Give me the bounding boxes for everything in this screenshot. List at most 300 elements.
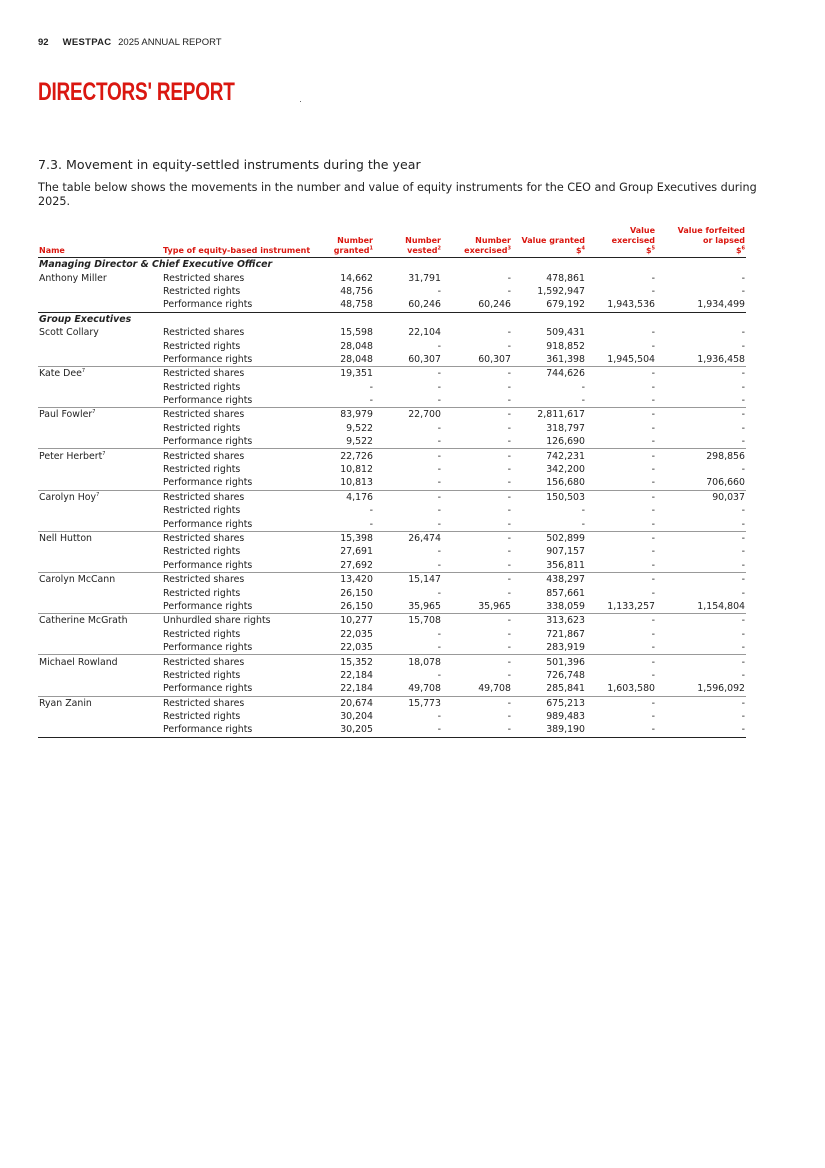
cell-vested: 18,078 bbox=[374, 655, 442, 669]
cell-exercised: - bbox=[507, 272, 511, 284]
cell-value-exercised: - bbox=[651, 464, 655, 476]
cell-exercised: - bbox=[442, 614, 512, 628]
cell-exercised: - bbox=[507, 436, 511, 448]
cell-value-granted: 502,899 bbox=[512, 531, 586, 545]
cell-exercised: - bbox=[442, 696, 512, 710]
cell-value-exercised: - bbox=[651, 669, 655, 681]
cell-name: Nell Hutton bbox=[38, 531, 162, 545]
table-row bbox=[38, 449, 746, 463]
cell-granted: 26,150 bbox=[340, 587, 373, 599]
cell-value-exercised: - bbox=[651, 559, 655, 571]
cell-granted: 28,048 bbox=[340, 340, 373, 352]
cell-name: Ryan Zanin bbox=[38, 696, 162, 710]
cell-value-exercised: - bbox=[651, 587, 655, 599]
table-row bbox=[38, 723, 746, 737]
cell-type: Performance rights bbox=[163, 683, 253, 695]
cell-value-exercised: - bbox=[651, 340, 655, 352]
cell-value-forfeited: 1,596,092 bbox=[697, 683, 745, 695]
table-row bbox=[38, 628, 746, 641]
cell-name bbox=[38, 641, 162, 655]
table-row bbox=[38, 641, 746, 655]
cell-value-exercised: 1,943,536 bbox=[607, 299, 655, 311]
cell-name: Catherine McGrath bbox=[38, 614, 162, 628]
cell-value-exercised: - bbox=[651, 642, 655, 654]
cell-value-forfeited: - bbox=[741, 518, 745, 530]
table-body bbox=[38, 258, 746, 738]
cell-value-exercised: - bbox=[651, 436, 655, 448]
cell-value-granted: - bbox=[581, 505, 585, 517]
cell-granted: 22,184 bbox=[340, 683, 373, 695]
cell-name: Carolyn McCann bbox=[38, 572, 162, 586]
cell-type: Restricted rights bbox=[163, 464, 241, 476]
cell-name bbox=[38, 669, 162, 682]
cell-type: Restricted shares bbox=[162, 655, 314, 669]
cell-type: Restricted rights bbox=[163, 669, 241, 681]
cell-name bbox=[38, 422, 162, 435]
cell-value-granted: 918,852 bbox=[546, 340, 585, 352]
table-row bbox=[38, 285, 746, 298]
cell-value-exercised: - bbox=[651, 477, 655, 489]
cell-value-granted: 126,690 bbox=[546, 436, 585, 448]
cell-granted: 22,184 bbox=[340, 669, 373, 681]
cell-granted: - bbox=[369, 505, 373, 517]
cell-value-granted: 318,797 bbox=[546, 422, 585, 434]
cell-value-forfeited: - bbox=[741, 395, 745, 407]
cell-type: Restricted rights bbox=[163, 628, 241, 640]
cell-value-exercised: - bbox=[651, 628, 655, 640]
table-row bbox=[38, 367, 746, 381]
cell-name bbox=[38, 600, 162, 614]
report-name: 2025 ANNUAL REPORT bbox=[118, 37, 222, 48]
cell-value-exercised: - bbox=[586, 614, 656, 628]
table-row bbox=[38, 572, 746, 586]
cell-value-granted: 675,213 bbox=[512, 696, 586, 710]
cell-value-exercised: - bbox=[651, 546, 655, 558]
cell-value-granted: - bbox=[581, 518, 585, 530]
cell-vested: 26,474 bbox=[374, 531, 442, 545]
cell-name bbox=[38, 545, 162, 558]
table-row bbox=[38, 710, 746, 723]
cell-value-granted: 726,748 bbox=[546, 669, 585, 681]
section-heading: 7.3. Movement in equity-settled instruments during the year bbox=[38, 157, 421, 172]
cell-vested: 60,307 bbox=[408, 353, 441, 365]
cell-vested: - bbox=[437, 477, 441, 489]
cell-value-forfeited: 1,934,499 bbox=[697, 299, 745, 311]
cell-exercised: - bbox=[507, 381, 511, 393]
cell-type: Unhurdled share rights bbox=[162, 614, 314, 628]
table-row bbox=[38, 655, 746, 669]
footnote-marker: 7 bbox=[81, 368, 86, 375]
cell-name: Anthony Miller bbox=[39, 272, 107, 284]
cell-granted: 27,691 bbox=[340, 546, 373, 558]
cell-type: Performance rights bbox=[163, 395, 253, 407]
group-label: Group Executives bbox=[38, 312, 746, 326]
cell-value-forfeited: 298,856 bbox=[656, 449, 746, 463]
cell-exercised: - bbox=[507, 395, 511, 407]
cell-type: Performance rights bbox=[163, 436, 253, 448]
cell-exercised: - bbox=[507, 518, 511, 530]
cell-value-forfeited: - bbox=[741, 642, 745, 654]
cell-value-exercised: 1,945,504 bbox=[607, 353, 655, 365]
cell-value-forfeited: - bbox=[656, 696, 746, 710]
cell-type: Restricted shares bbox=[162, 572, 314, 586]
cell-name: Scott Collary bbox=[39, 327, 99, 339]
cell-type: Restricted shares bbox=[163, 272, 245, 284]
cell-value-granted: 361,398 bbox=[546, 353, 585, 365]
col-value-granted: Value granted \$$^4$ bbox=[512, 226, 586, 258]
cell-name bbox=[38, 298, 162, 312]
table-row bbox=[38, 298, 746, 312]
cell-vested: 22,700 bbox=[374, 408, 442, 422]
cell-vested: 60,246 bbox=[408, 299, 441, 311]
cell-value-exercised: - bbox=[651, 518, 655, 530]
cell-value-granted: 721,867 bbox=[546, 628, 585, 640]
table-header-row bbox=[38, 226, 746, 258]
cell-exercised: - bbox=[507, 285, 511, 297]
cell-type: Restricted rights bbox=[163, 422, 241, 434]
cell-exercised: - bbox=[507, 340, 511, 352]
cell-value-exercised: - bbox=[651, 395, 655, 407]
cell-name bbox=[38, 586, 162, 599]
cell-name bbox=[38, 353, 162, 367]
cell-name: Michael Rowland bbox=[38, 655, 162, 669]
col-number-exercised: Number exercised$^3$ bbox=[442, 226, 512, 258]
col-value-forfeited: Value forfeited or lapsed \$$^6$ bbox=[656, 226, 746, 258]
cell-type: Restricted shares bbox=[162, 531, 314, 545]
cell-value-granted: 744,626 bbox=[512, 367, 586, 381]
cell-vested: - bbox=[437, 711, 441, 723]
cell-vested: - bbox=[437, 642, 441, 654]
cell-type: Restricted rights bbox=[163, 381, 241, 393]
cell-exercised: - bbox=[442, 490, 512, 504]
cell-value-exercised: - bbox=[586, 449, 656, 463]
table-row bbox=[38, 696, 746, 710]
cell-vested: - bbox=[437, 395, 441, 407]
col-number-granted: Number granted$^1$ bbox=[314, 226, 374, 258]
table-row bbox=[38, 353, 746, 367]
cell-vested: - bbox=[437, 505, 441, 517]
cell-type: Performance rights bbox=[163, 477, 253, 489]
cell-value-forfeited: - bbox=[741, 436, 745, 448]
cell-value-granted: 907,157 bbox=[546, 546, 585, 558]
cell-vested: - bbox=[437, 422, 441, 434]
cell-granted: 26,150 bbox=[340, 600, 373, 612]
cell-value-forfeited: - bbox=[656, 367, 746, 381]
table-row bbox=[38, 504, 746, 517]
table-row bbox=[38, 463, 746, 476]
cell-value-forfeited: - bbox=[656, 408, 746, 422]
cell-value-forfeited: - bbox=[741, 285, 745, 297]
cell-type: Restricted shares bbox=[162, 408, 314, 422]
cell-granted: 27,692 bbox=[340, 559, 373, 571]
cell-vested: - bbox=[437, 518, 441, 530]
cell-type: Performance rights bbox=[163, 642, 253, 654]
cell-type: Restricted rights bbox=[163, 546, 241, 558]
cell-value-forfeited: 1,154,804 bbox=[697, 600, 745, 612]
cell-granted: 10,277 bbox=[314, 614, 374, 628]
cell-vested: - bbox=[437, 381, 441, 393]
cell-name bbox=[38, 394, 162, 408]
cell-value-exercised: - bbox=[586, 572, 656, 586]
cell-value-exercised: - bbox=[586, 696, 656, 710]
equity-movement-table bbox=[38, 226, 746, 738]
cell-type: Restricted shares bbox=[162, 696, 314, 710]
cell-name bbox=[38, 476, 162, 490]
cell-exercised: - bbox=[507, 464, 511, 476]
col-value-exercised: Value exercised \$$^5$ bbox=[586, 226, 656, 258]
cell-type: Performance rights bbox=[163, 353, 253, 365]
cell-value-granted: 989,483 bbox=[546, 711, 585, 723]
cell-value-exercised: - bbox=[586, 490, 656, 504]
cell-value-exercised: - bbox=[586, 723, 656, 737]
cell-granted: 4,176 bbox=[314, 490, 374, 504]
col-type: Type of equity-based instrument bbox=[162, 226, 314, 258]
cell-name bbox=[38, 381, 162, 394]
cell-exercised: - bbox=[507, 505, 511, 517]
cell-value-granted: 1,592,947 bbox=[537, 285, 585, 297]
cell-value-granted: 438,297 bbox=[512, 572, 586, 586]
cell-granted: - bbox=[369, 518, 373, 530]
cell-value-granted: 478,861 bbox=[546, 272, 585, 284]
cell-value-granted: 742,231 bbox=[512, 449, 586, 463]
cell-exercised: 35,965 bbox=[478, 600, 511, 612]
cell-value-granted: 338,059 bbox=[546, 600, 585, 612]
col-number-vested: Number vested$^2$ bbox=[374, 226, 442, 258]
cell-granted: 15,352 bbox=[314, 655, 374, 669]
cell-value-forfeited: 90,037 bbox=[656, 490, 746, 504]
cell-name: Carolyn Hoy$^7$ bbox=[38, 490, 162, 504]
cell-value-granted: 679,192 bbox=[546, 299, 585, 311]
cell-exercised: - bbox=[507, 628, 511, 640]
cell-name bbox=[38, 435, 162, 449]
cell-granted: 30,205 bbox=[314, 723, 374, 737]
table-row bbox=[38, 476, 746, 490]
cell-value-forfeited: - bbox=[741, 669, 745, 681]
cell-value-granted: 2,811,617 bbox=[512, 408, 586, 422]
cell-vested: - bbox=[437, 559, 441, 571]
cell-granted: 15,598 bbox=[340, 327, 373, 339]
cell-name bbox=[38, 285, 162, 298]
cell-vested: - bbox=[437, 669, 441, 681]
cell-value-forfeited: - bbox=[741, 559, 745, 571]
cell-type: Restricted rights bbox=[163, 340, 241, 352]
cell-value-granted: - bbox=[581, 381, 585, 393]
cell-granted: 28,048 bbox=[340, 353, 373, 365]
cell-value-forfeited: - bbox=[656, 572, 746, 586]
footnote-marker: 7 bbox=[92, 409, 96, 416]
cell-exercised: 49,708 bbox=[478, 683, 511, 695]
cell-granted: 20,674 bbox=[314, 696, 374, 710]
cell-vested: - bbox=[374, 367, 442, 381]
table-row bbox=[38, 614, 746, 628]
cell-value-exercised: - bbox=[651, 381, 655, 393]
cell-value-exercised: - bbox=[651, 505, 655, 517]
cell-type: Restricted rights bbox=[163, 505, 241, 517]
cell-vested: - bbox=[374, 449, 442, 463]
cell-exercised: - bbox=[507, 669, 511, 681]
table-row bbox=[38, 559, 746, 573]
cell-type: Performance rights bbox=[163, 299, 253, 311]
cell-value-forfeited: - bbox=[741, 505, 745, 517]
group-row-ceo bbox=[38, 258, 746, 272]
cell-value-exercised: - bbox=[651, 272, 655, 284]
cell-vested: - bbox=[374, 490, 442, 504]
table-row bbox=[38, 545, 746, 558]
cell-value-forfeited: - bbox=[741, 464, 745, 476]
cell-granted: 83,979 bbox=[314, 408, 374, 422]
cell-vested: - bbox=[437, 340, 441, 352]
cell-vested: 31,791 bbox=[408, 272, 441, 284]
cell-exercised: - bbox=[442, 723, 512, 737]
cell-exercised: 60,246 bbox=[478, 299, 511, 311]
cell-type: Restricted rights bbox=[163, 285, 241, 297]
cell-exercised: - bbox=[507, 587, 511, 599]
table-row bbox=[38, 435, 746, 449]
cell-value-forfeited: - bbox=[741, 587, 745, 599]
cell-granted: 9,522 bbox=[346, 436, 373, 448]
table-row bbox=[38, 682, 746, 696]
cell-value-granted: 283,919 bbox=[546, 642, 585, 654]
cell-name bbox=[38, 559, 162, 573]
cell-vested: 35,965 bbox=[408, 600, 441, 612]
cell-granted: 19,351 bbox=[314, 367, 374, 381]
cell-value-granted: - bbox=[581, 395, 585, 407]
cell-value-granted: 356,811 bbox=[546, 559, 585, 571]
cell-name: Kate Dee$^7$ bbox=[38, 367, 162, 381]
table-row bbox=[38, 422, 746, 435]
cell-type: Restricted shares bbox=[163, 327, 245, 339]
cell-value-exercised: - bbox=[586, 655, 656, 669]
table-row bbox=[38, 326, 746, 339]
cell-type: Performance rights bbox=[163, 559, 253, 571]
cell-value-forfeited: - bbox=[741, 272, 745, 284]
cell-value-exercised: - bbox=[651, 285, 655, 297]
cell-exercised: - bbox=[442, 655, 512, 669]
cell-exercised: - bbox=[442, 572, 512, 586]
cell-name bbox=[38, 339, 162, 352]
table-row bbox=[38, 517, 746, 531]
cell-value-granted: 857,661 bbox=[546, 587, 585, 599]
intro-paragraph: The table below shows the movements in the number and value of equity instruments for the CEO and Group Executives during 2025. bbox=[38, 181, 757, 208]
cell-vested: - bbox=[437, 628, 441, 640]
page-number: 92 bbox=[38, 37, 49, 48]
table-row bbox=[38, 339, 746, 352]
cell-granted: 22,035 bbox=[340, 628, 373, 640]
cell-vested: 49,708 bbox=[408, 683, 441, 695]
cell-name bbox=[38, 517, 162, 531]
cell-exercised: - bbox=[507, 546, 511, 558]
cell-value-granted: 389,190 bbox=[512, 723, 586, 737]
cell-value-exercised: - bbox=[586, 531, 656, 545]
table-row bbox=[38, 381, 746, 394]
cell-value-granted: 509,431 bbox=[546, 327, 585, 339]
cell-exercised: - bbox=[507, 711, 511, 723]
cell-value-forfeited: - bbox=[741, 327, 745, 339]
table-row bbox=[38, 490, 746, 504]
cell-name bbox=[38, 463, 162, 476]
cell-value-exercised: 1,603,580 bbox=[607, 683, 655, 695]
cell-type: Restricted shares bbox=[162, 367, 314, 381]
cell-exercised: - bbox=[507, 422, 511, 434]
table-row bbox=[38, 394, 746, 408]
cell-exercised: - bbox=[507, 327, 511, 339]
cell-value-forfeited: 1,936,458 bbox=[697, 353, 745, 365]
stray-dot bbox=[300, 101, 301, 102]
cell-granted: - bbox=[369, 381, 373, 393]
cell-vested: 15,147 bbox=[374, 572, 442, 586]
cell-name bbox=[38, 504, 162, 517]
cell-name bbox=[38, 710, 162, 723]
cell-type: Restricted rights bbox=[163, 711, 241, 723]
cell-value-granted: 313,623 bbox=[512, 614, 586, 628]
cell-value-exercised: - bbox=[651, 327, 655, 339]
cell-value-granted: 150,503 bbox=[512, 490, 586, 504]
table-row bbox=[38, 669, 746, 682]
cell-exercised: - bbox=[442, 367, 512, 381]
cell-exercised: - bbox=[507, 559, 511, 571]
cell-value-exercised: 1,133,257 bbox=[607, 600, 655, 612]
cell-vested: 15,708 bbox=[374, 614, 442, 628]
cell-value-forfeited: - bbox=[741, 381, 745, 393]
cell-granted: 14,662 bbox=[340, 272, 373, 284]
cell-type: Performance rights bbox=[163, 600, 253, 612]
cell-exercised: - bbox=[442, 449, 512, 463]
cell-granted: 15,398 bbox=[314, 531, 374, 545]
cell-vested: - bbox=[437, 546, 441, 558]
cell-granted: 22,035 bbox=[340, 642, 373, 654]
cell-type: Restricted shares bbox=[162, 449, 314, 463]
cell-granted: 30,204 bbox=[340, 711, 373, 723]
cell-value-forfeited: - bbox=[656, 655, 746, 669]
cell-granted: 48,756 bbox=[340, 285, 373, 297]
table-row bbox=[38, 531, 746, 545]
cell-vested: - bbox=[437, 587, 441, 599]
cell-value-forfeited: - bbox=[741, 711, 745, 723]
table-row bbox=[38, 408, 746, 422]
cell-granted: 9,522 bbox=[346, 422, 373, 434]
cell-type: Performance rights bbox=[162, 723, 314, 737]
cell-value-forfeited: - bbox=[656, 723, 746, 737]
cell-vested: - bbox=[437, 285, 441, 297]
cell-granted: 22,726 bbox=[314, 449, 374, 463]
cell-value-granted: 501,396 bbox=[512, 655, 586, 669]
cell-granted: 10,812 bbox=[340, 464, 373, 476]
report-title: DIRECTORS' REPORT bbox=[38, 78, 235, 106]
cell-value-granted: 342,200 bbox=[546, 464, 585, 476]
cell-vested: - bbox=[437, 464, 441, 476]
cell-value-forfeited: - bbox=[741, 422, 745, 434]
cell-exercised: - bbox=[507, 477, 511, 489]
cell-exercised: 60,307 bbox=[478, 353, 511, 365]
table-row bbox=[38, 271, 746, 284]
cell-value-granted: 285,841 bbox=[546, 683, 585, 695]
cell-granted: 48,758 bbox=[340, 299, 373, 311]
cell-value-forfeited: - bbox=[656, 531, 746, 545]
table-row bbox=[38, 600, 746, 614]
group-row-executives bbox=[38, 312, 746, 326]
cell-value-forfeited: - bbox=[741, 628, 745, 640]
cell-value-forfeited: - bbox=[741, 546, 745, 558]
running-header bbox=[38, 37, 222, 48]
col-name: Name bbox=[38, 226, 162, 258]
cell-granted: - bbox=[369, 395, 373, 407]
cell-value-exercised: - bbox=[651, 422, 655, 434]
cell-name bbox=[38, 723, 162, 737]
cell-value-forfeited: - bbox=[656, 614, 746, 628]
cell-name: Peter Herbert$^7$ bbox=[38, 449, 162, 463]
brand-name: WESTPAC bbox=[62, 37, 112, 48]
cell-exercised: - bbox=[442, 531, 512, 545]
